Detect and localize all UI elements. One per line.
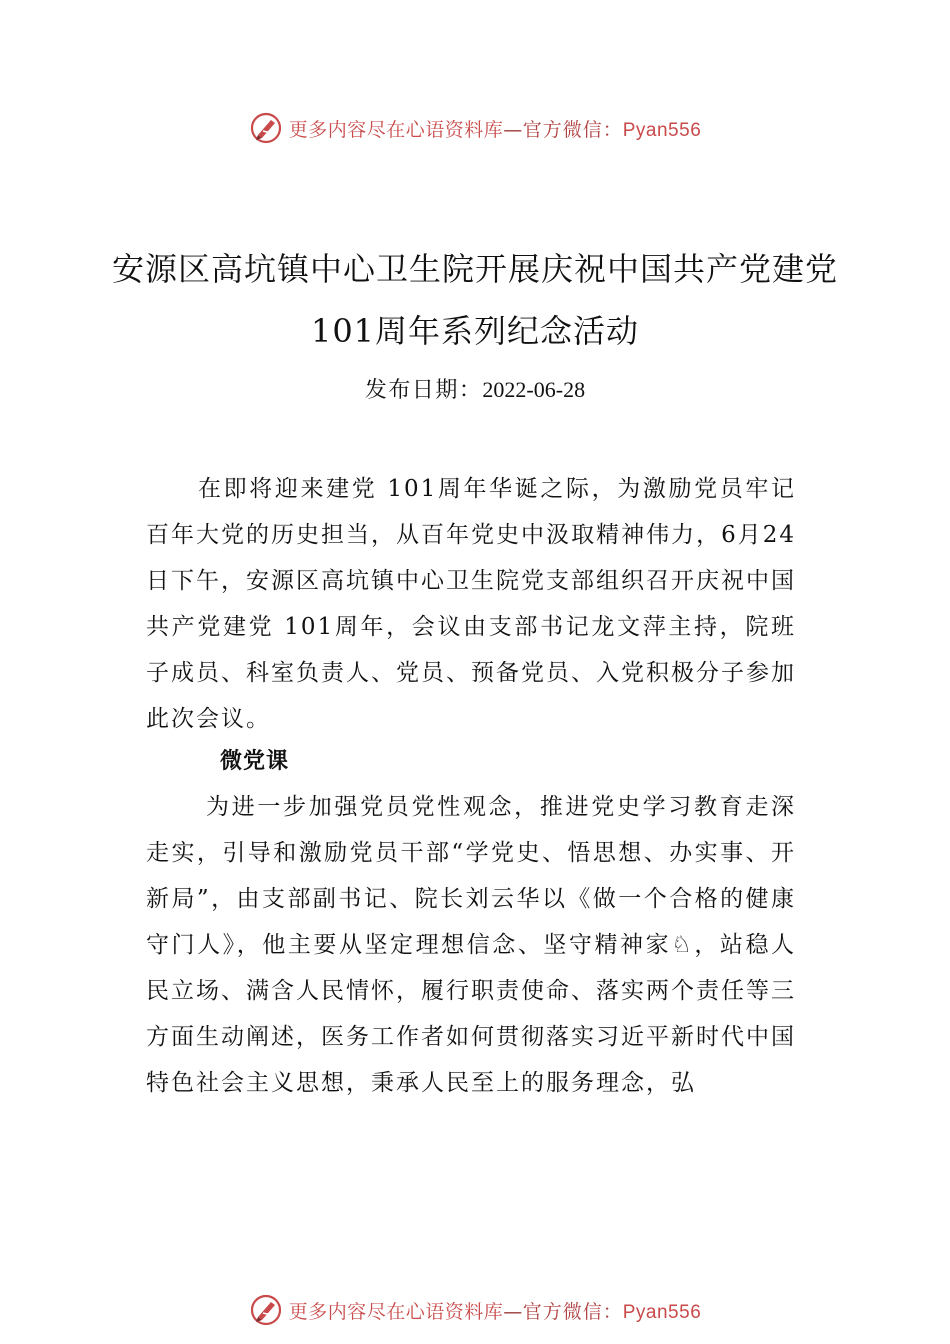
footer-watermark	[0, 1290, 950, 1330]
article-title: 安源区高坑镇中心卫生院开展庆祝中国共产党建党 101周年系列纪念活动	[111, 250, 838, 350]
watermark-wechat-label: 官方微信：	[522, 118, 623, 141]
watermark-text	[289, 1297, 702, 1324]
header-watermark	[0, 108, 950, 148]
article-paragraph-2: 为进一步加强党员党性观念，推进党史学习教育走深走实，引导和激励党员干部“学党史、悟思想、办实事、开新局”，由支部副书记、院长刘云华以《做一个合格的健康守门人》，他主要从坚定理想信念、坚守精神家♘，站稳人民立场、满含人民情怀，履行职责使命、落实两个责任等三方面生动阐述，医务工作者如何贯彻落实习近平新时代中国特色社会主义思想，秉承人民至上的服务理念，弘	[146, 794, 796, 1096]
publish-date-label: 发布日期：	[364, 378, 483, 403]
watermark-wechat-label: 官方微信：	[522, 1300, 623, 1323]
pen-logo-icon	[249, 1293, 283, 1327]
watermark-site: 更多内容尽在心语资料库	[288, 118, 504, 141]
watermark-wechat-id: Pyan556	[622, 119, 702, 141]
publish-date	[0, 374, 950, 407]
watermark-dash: —	[503, 1300, 523, 1323]
publish-date-value: 2022-06-28	[482, 377, 586, 402]
section-heading: 微党课	[220, 749, 290, 774]
pen-logo-icon	[249, 111, 283, 145]
watermark-dash: —	[503, 118, 523, 141]
article-paragraph-1: 在即将迎来建党 101周年华诞之际，为激励党员牢记百年大党的历史担当，从百年党史中汲取精神伟力，6月24日下午，安源区高坑镇中心卫生院党支部组织召开庆祝中国共产党建党 101周年，会议由支部书记龙文萍主持，院班子成员、科室负责人、党员、预备党员、入党积极分子参加此次会议。	[146, 476, 796, 732]
watermark-text	[289, 115, 702, 142]
watermark-wechat-id: Pyan556	[622, 1301, 702, 1323]
watermark-site: 更多内容尽在心语资料库	[288, 1300, 504, 1323]
